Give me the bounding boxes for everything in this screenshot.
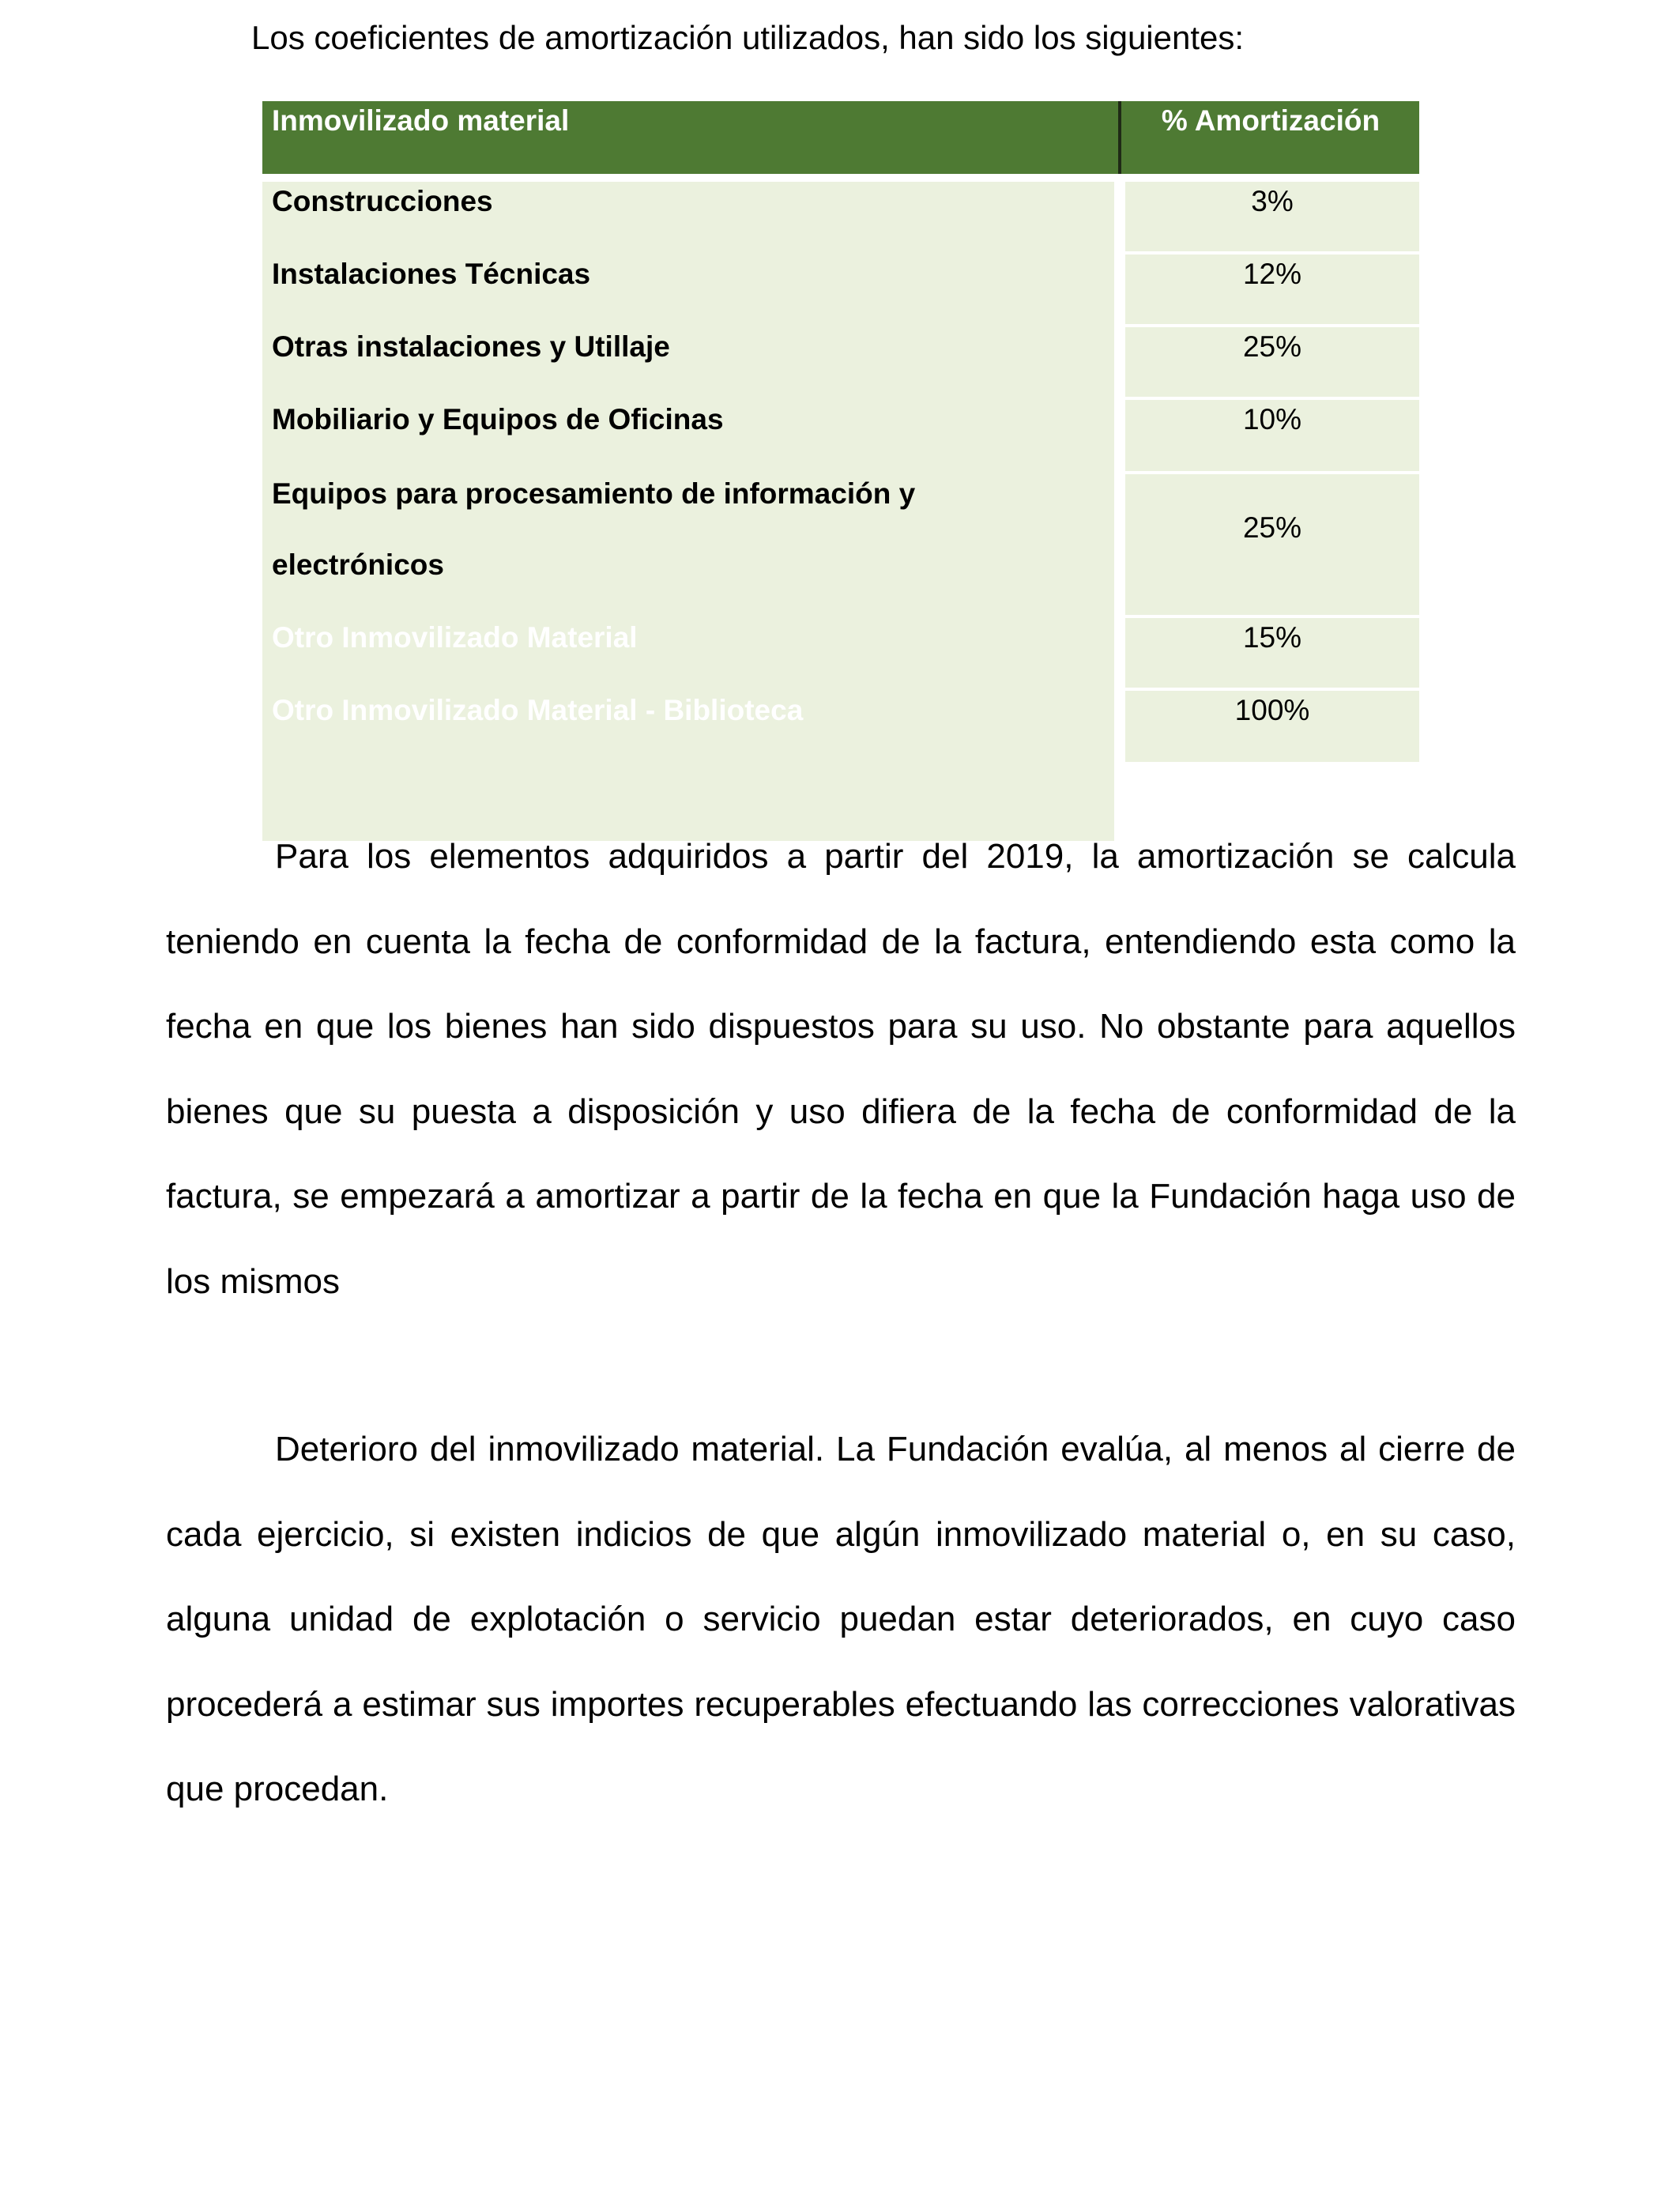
table-row-label: Otras instalaciones y Utillaje <box>272 330 670 363</box>
table-row-value: 15% <box>1125 618 1419 688</box>
table-row-value: 12% <box>1125 254 1419 324</box>
table-row-value: 100% <box>1125 691 1419 762</box>
table-row-value: 25% <box>1125 327 1419 397</box>
values-column <box>1125 182 1419 841</box>
paragraph-text: Para los elementos adquiridos a partir del 2019, la amortización se calcula teniendo en cuenta la fecha de conformidad de la factura, entendiendo esta como la fecha en que los bienes han sido dispuestos para su uso. No obstante para aquellos bienes que su puesta a disposición y uso difiera de la fecha de conformidad de la factura, se empezará a amortizar a partir de la fecha en que la Fundación haga uso de los mismos <box>166 837 1516 1301</box>
table-row-value: 10% <box>1125 400 1419 471</box>
amortization-table <box>262 101 1419 841</box>
labels-column <box>262 182 1114 841</box>
table-row-label: Mobiliario y Equipos de Oficinas <box>272 403 724 435</box>
header-divider <box>1118 101 1121 174</box>
table-row-label: Otro Inmovilizado Material <box>272 621 638 654</box>
header-inmovilizado: Inmovilizado material <box>272 104 570 137</box>
table-row-label: Otro Inmovilizado Material - Biblioteca <box>272 694 804 726</box>
paragraph-deterioro <box>166 1407 1516 1832</box>
intro-text: Los coeficientes de amortización utilizados, han sido los siguientes: <box>251 19 1245 56</box>
paragraph-amortizacion <box>166 814 1516 1324</box>
table-row-label: Instalaciones Técnicas <box>272 258 591 290</box>
header-amortizacion: % Amortización <box>1161 104 1381 137</box>
paragraph-text: Deterioro del inmovilizado material. La Fundación evalúa, al menos al cierre de cada ejercicio, si existen indicios de que algún inmovilizado material o, en su caso, alguna unidad de explotación o servicio puedan estar deteriorados, en cuyo caso procederá a estimar sus importes recuperables efectuando las correcciones valorativas que procedan. <box>166 1430 1516 1808</box>
table-header <box>262 101 1419 174</box>
table-row-label: Construcciones <box>272 185 493 217</box>
table-body <box>262 182 1419 841</box>
table-row-value: 3% <box>1125 182 1419 251</box>
table-row-value: 25% <box>1125 474 1419 615</box>
table-row-label: Equipos para procesamiento de información y <box>272 477 916 510</box>
table-row-label: electrónicos <box>272 548 444 581</box>
